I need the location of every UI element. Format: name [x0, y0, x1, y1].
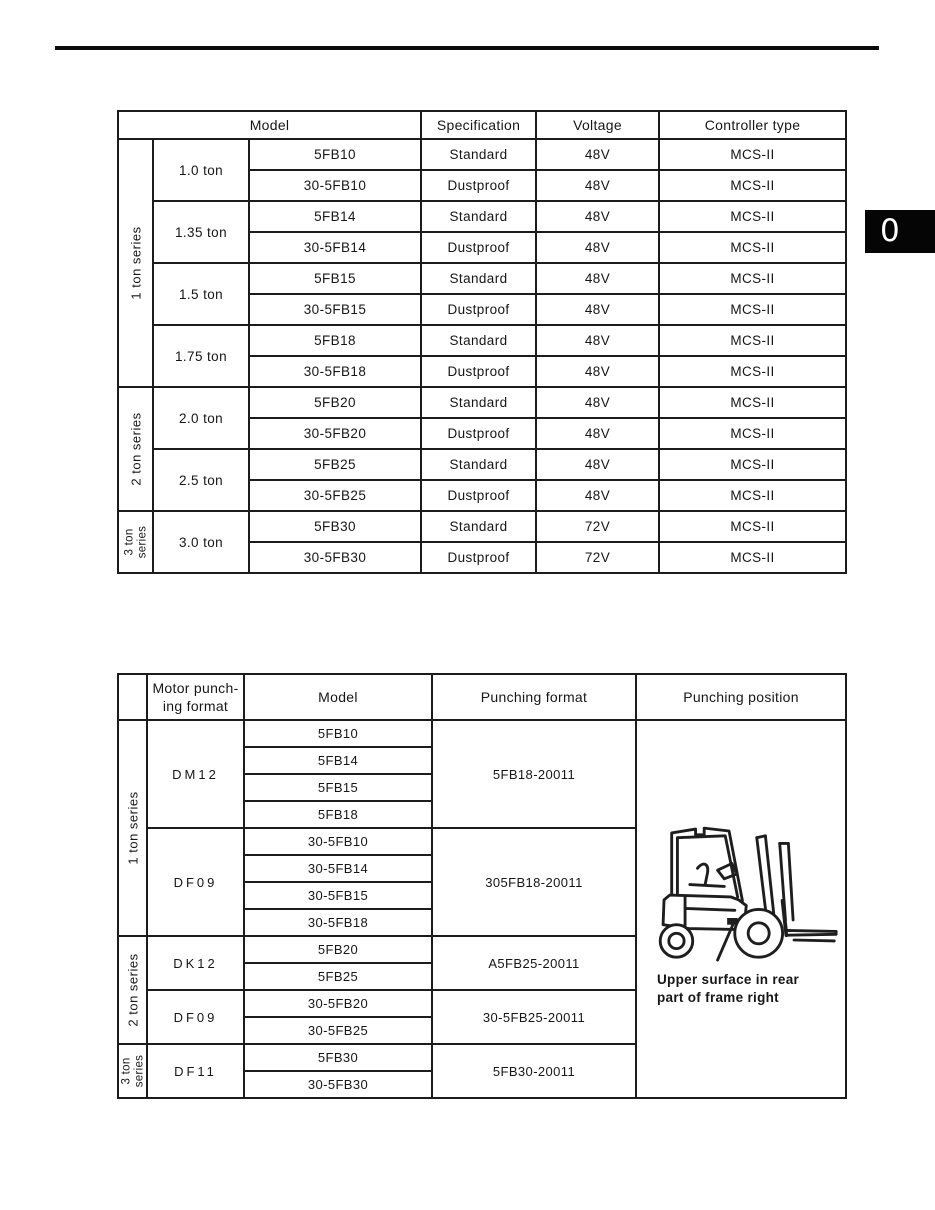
t1-model-cell: 5FB20	[249, 387, 421, 418]
t1-spec-cell: Dustproof	[421, 232, 536, 263]
t2-motor-format-cell: DF09	[147, 828, 244, 936]
t1-tonnage-cell: 1.5 ton	[153, 263, 249, 325]
t1-controller-cell: MCS-II	[659, 542, 846, 573]
t1-controller-cell: MCS-II	[659, 480, 846, 511]
t1-model-cell: 30-5FB14	[249, 232, 421, 263]
t1-voltage-cell: 48V	[536, 232, 659, 263]
t1-spec-cell: Dustproof	[421, 356, 536, 387]
t2-model-cell: 5FB18	[244, 801, 432, 828]
t2-punching-format-cell: 305FB18-20011	[432, 828, 636, 936]
t2-motor-format-cell: DK12	[147, 936, 244, 990]
punching-position-caption: Upper surface in rear part of frame right	[657, 972, 800, 1005]
t2-model-cell: 30-5FB14	[244, 855, 432, 882]
t2-punching-position-cell	[636, 720, 846, 1098]
t2-header-punching-format: Punching format	[432, 674, 636, 720]
t2-motor-format-cell: DM12	[147, 720, 244, 828]
t2-model-cell: 30-5FB18	[244, 909, 432, 936]
t2-model-cell: 30-5FB15	[244, 882, 432, 909]
t1-voltage-cell: 48V	[536, 263, 659, 294]
t1-model-cell: 5FB14	[249, 201, 421, 232]
t1-spec-cell: Dustproof	[421, 480, 536, 511]
t1-spec-cell: Dustproof	[421, 418, 536, 449]
t1-voltage-cell: 72V	[536, 542, 659, 573]
t2-punching-format-cell: A5FB25-20011	[432, 936, 636, 990]
t1-series-1ton	[118, 139, 153, 387]
t2-header-model: Model	[244, 674, 432, 720]
t2-series-2ton-label: 2 ton series	[125, 953, 140, 1027]
t2-series-1ton	[118, 720, 147, 936]
t1-voltage-cell: 48V	[536, 387, 659, 418]
t2-header-punching-position: Punching position	[636, 674, 846, 720]
t1-spec-cell: Dustproof	[421, 542, 536, 573]
t1-model-cell: 5FB15	[249, 263, 421, 294]
t2-header-series-blank	[118, 674, 147, 720]
t1-model-cell: 30-5FB25	[249, 480, 421, 511]
t2-punching-format-cell: 5FB30-20011	[432, 1044, 636, 1098]
t2-motor-format-cell: DF09	[147, 990, 244, 1044]
t2-model-cell: 30-5FB25	[244, 1017, 432, 1044]
t2-header-motor-format: Motor punch- ing format	[147, 674, 244, 720]
t1-controller-cell: MCS-II	[659, 356, 846, 387]
motor-punching-table	[117, 673, 847, 1099]
t1-tonnage-cell: 2.0 ton	[153, 387, 249, 449]
t1-voltage-cell: 48V	[536, 294, 659, 325]
t2-model-cell: 5FB15	[244, 774, 432, 801]
t1-voltage-cell: 48V	[536, 325, 659, 356]
t1-spec-cell: Standard	[421, 387, 536, 418]
t1-spec-cell: Standard	[421, 511, 536, 542]
t1-controller-cell: MCS-II	[659, 170, 846, 201]
t1-model-cell: 30-5FB15	[249, 294, 421, 325]
t1-voltage-cell: 48V	[536, 139, 659, 170]
t1-voltage-cell: 48V	[536, 356, 659, 387]
t2-punching-format-cell: 30-5FB25-20011	[432, 990, 636, 1044]
t1-tonnage-cell: 1.35 ton	[153, 201, 249, 263]
t1-spec-cell: Standard	[421, 449, 536, 480]
t1-header-model: Model	[118, 111, 421, 139]
model-specification-table	[117, 110, 847, 574]
t1-controller-cell: MCS-II	[659, 139, 846, 170]
t1-controller-cell: MCS-II	[659, 201, 846, 232]
t2-punching-format-cell: 5FB18-20011	[432, 720, 636, 828]
t1-controller-cell: MCS-II	[659, 511, 846, 542]
t1-model-cell: 30-5FB10	[249, 170, 421, 201]
chapter-tab	[865, 210, 935, 253]
forklift-illustration	[643, 809, 839, 959]
t1-tonnage-cell: 3.0 ton	[153, 511, 249, 573]
chapter-tab-label: 0	[880, 213, 900, 249]
t1-voltage-cell: 72V	[536, 511, 659, 542]
t2-model-cell: 5FB14	[244, 747, 432, 774]
t2-model-cell: 5FB20	[244, 936, 432, 963]
t1-series-3ton	[118, 511, 153, 573]
t2-series-3ton-label: 3 ton series	[119, 1054, 145, 1088]
t1-tonnage-cell: 2.5 ton	[153, 449, 249, 511]
t2-series-2ton	[118, 936, 147, 1044]
t1-tonnage-cell: 1.75 ton	[153, 325, 249, 387]
t1-tonnage-cell: 1.0 ton	[153, 139, 249, 201]
forklift-icon	[643, 809, 839, 962]
t2-model-cell: 30-5FB30	[244, 1071, 432, 1098]
t1-header-voltage: Voltage	[536, 111, 659, 139]
t1-spec-cell: Dustproof	[421, 170, 536, 201]
t1-model-cell: 30-5FB18	[249, 356, 421, 387]
t1-series-1ton-label: 1 ton series	[128, 226, 143, 300]
t2-series-3ton	[118, 1044, 147, 1098]
t1-voltage-cell: 48V	[536, 449, 659, 480]
top-rule	[55, 46, 879, 50]
t1-model-cell: 30-5FB20	[249, 418, 421, 449]
t1-series-2ton	[118, 387, 153, 511]
t1-model-cell: 30-5FB30	[249, 542, 421, 573]
t1-voltage-cell: 48V	[536, 418, 659, 449]
t1-model-cell: 5FB18	[249, 325, 421, 356]
t1-series-2ton-label: 2 ton series	[128, 412, 143, 486]
t2-model-cell: 30-5FB10	[244, 828, 432, 855]
t1-header-controller-type: Controller type	[659, 111, 846, 139]
t2-series-1ton-label: 1 ton series	[125, 791, 140, 865]
t1-controller-cell: MCS-II	[659, 449, 846, 480]
t1-voltage-cell: 48V	[536, 480, 659, 511]
t1-spec-cell: Standard	[421, 201, 536, 232]
t1-spec-cell: Standard	[421, 139, 536, 170]
t1-model-cell: 5FB30	[249, 511, 421, 542]
t1-series-3ton-label: 3 ton series	[122, 525, 148, 559]
t1-spec-cell: Standard	[421, 325, 536, 356]
t2-motor-format-cell: DF11	[147, 1044, 244, 1098]
t1-header-specification: Specification	[421, 111, 536, 139]
t1-spec-cell: Standard	[421, 263, 536, 294]
t1-controller-cell: MCS-II	[659, 263, 846, 294]
t1-controller-cell: MCS-II	[659, 232, 846, 263]
t1-model-cell: 5FB25	[249, 449, 421, 480]
t1-controller-cell: MCS-II	[659, 325, 846, 356]
t2-model-cell: 5FB30	[244, 1044, 432, 1071]
t1-voltage-cell: 48V	[536, 201, 659, 232]
t2-model-cell: 30-5FB20	[244, 990, 432, 1017]
t1-controller-cell: MCS-II	[659, 294, 846, 325]
t1-voltage-cell: 48V	[536, 170, 659, 201]
t2-model-cell: 5FB10	[244, 720, 432, 747]
t1-spec-cell: Dustproof	[421, 294, 536, 325]
t1-controller-cell: MCS-II	[659, 387, 846, 418]
t2-model-cell: 5FB25	[244, 963, 432, 990]
t1-controller-cell: MCS-II	[659, 418, 846, 449]
t1-model-cell: 5FB10	[249, 139, 421, 170]
